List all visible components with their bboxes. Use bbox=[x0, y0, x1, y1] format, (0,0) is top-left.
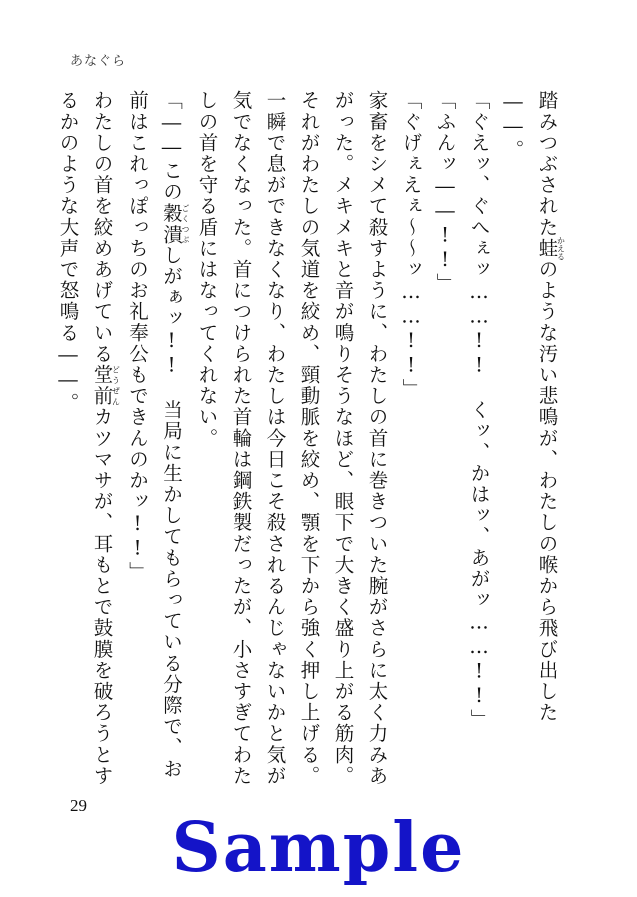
ruby-douzen bbox=[90, 364, 121, 407]
ruby-douzen-base: 堂前 bbox=[90, 364, 114, 407]
ruby-gokutsubu-base: 穀潰 bbox=[160, 202, 183, 245]
dialogue-line-1: 「ぐえッ、ぐへぇッ……!! くッ、かはッ、あがッ……!!」 bbox=[467, 90, 491, 730]
page-body bbox=[55, 90, 565, 790]
paragraph-final-text-a: わたしの首を絞めあげている bbox=[90, 90, 114, 365]
paragraph-1 bbox=[496, 90, 566, 790]
dialogue-line-4 bbox=[120, 90, 190, 790]
dialogue-line-4-text-b: しがぁッ!! 当局に生かしてもらっている分際で、お前はこれっぽっちのお礼奉公もできんのかッ!!」 bbox=[126, 90, 183, 780]
ruby-gokutsubu bbox=[160, 202, 190, 245]
dialogue-line-3: 「ぐげぇえぇ〜〜ッ……!!」 bbox=[399, 90, 423, 400]
paragraph-final bbox=[51, 90, 121, 790]
ruby-douzen-reading: どうぜん bbox=[111, 364, 121, 407]
page-number: 29 bbox=[70, 796, 87, 815]
dialogue-line-2: 「ふんッ――!!」 bbox=[433, 90, 457, 294]
ruby-kaeru bbox=[535, 236, 566, 261]
ruby-gokutsubu-reading: ごくつぶ bbox=[181, 202, 190, 245]
dialogue-line-4-text-a: 「――この bbox=[160, 90, 183, 203]
paragraph-1-text-b: のような汚い悲鳴が、わたしの喉から飛び出した――。 bbox=[501, 90, 559, 724]
paragraph-narration: 家畜をシメて殺すように、わたしの首に巻きついた腕がさらに太く力みあがった。メキメキと音が鳴りそうなほど、眼下で大きく盛り上がる筋肉。それがわたしの気道を絞め、頸動脈を絞め、顎を下から強く押し上げる。一瞬で息ができなくなり、わたしは今日こそ殺されるんじゃないかと気が気でなくなった。首につけられた首輪は鋼鉄製だったが、小さすぎてわたしの首を守る盾にはなってくれない。 bbox=[195, 90, 389, 787]
sample-watermark: Sample bbox=[171, 808, 466, 888]
paragraph-1-text-a: 踏みつぶされた bbox=[535, 90, 559, 238]
ruby-kaeru-reading: かえる bbox=[556, 236, 566, 261]
running-header: あなぐら bbox=[70, 54, 127, 69]
ruby-kaeru-base: 蛙 bbox=[535, 236, 559, 261]
paragraph-final-text-b: カツマサが、耳もとで鼓膜を破ろうとするかのような大声で怒鳴る――。 bbox=[56, 90, 114, 787]
